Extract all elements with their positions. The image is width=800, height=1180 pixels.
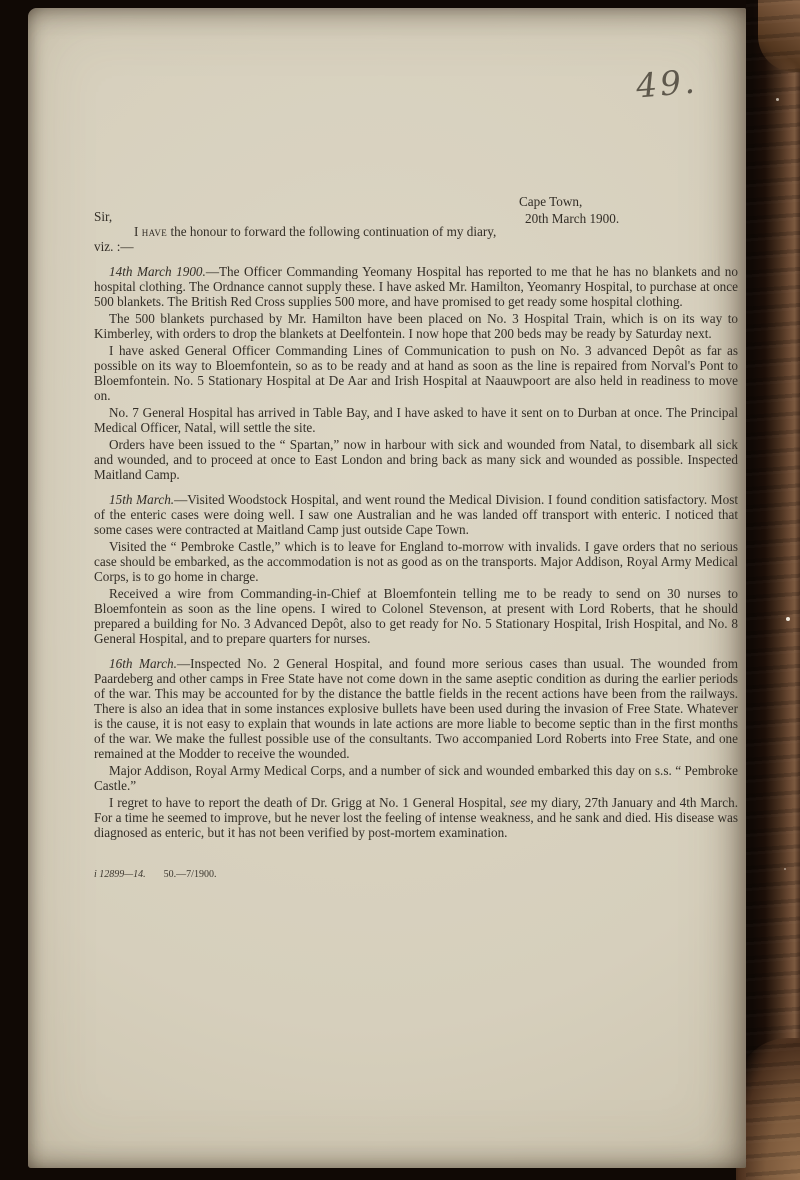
imprint-reference: i 12899—14.	[94, 869, 146, 880]
printer-imprint	[94, 867, 738, 882]
paragraph-dr-grigg	[94, 795, 738, 840]
text-segment: No. 7 General Hospital has arrived in Table Bay, and I have asked to have it sent on to Durban at once. The Principal Medical Officer, Natal, will settle the site.	[94, 405, 738, 435]
text-segment: the honour to forward the following continuation of my diary,	[167, 224, 497, 239]
dust-speck	[776, 98, 779, 101]
text-segment: 15th March.	[109, 492, 175, 507]
text-segment: 14th March 1900.	[109, 264, 206, 279]
text-segment: viz. :—	[94, 239, 134, 254]
document-page	[28, 8, 746, 1168]
text-segment: Orders have been issued to the “ Spartan,” now in harbour with sick and wounded from Natal, to disembark all sick and wounded, and to proceed at once to East London and bring back as many sick and wounded as possible. Inspected Maitland Camp.	[94, 437, 738, 482]
text-segment: see	[510, 795, 527, 810]
dust-speck	[786, 617, 790, 621]
paragraph-addison-embarked	[94, 763, 738, 793]
text-segment: my diary, 27th January and 4th March. For a time he seemed to improve, but he never lost the feeling of intense weakness, and he sank and died. His disease was diagnosed as enteric, but it has not been verified by post-mortem examination.	[94, 795, 739, 840]
salutation-row	[94, 209, 738, 224]
paragraph-advanced-depot	[94, 343, 738, 403]
intro-line-1	[94, 224, 738, 239]
text-segment: —The Officer Commanding Yeomany Hospital has reported to me that he has no blankets and no hospital clothing. The Ordnance cannot supply these. I have asked Mr. Hamilton, Yeomanry Hospital, to purchase at once 500 blankets. The British Red Cross supplies 500 more, and have promised to get ready some hospital clothing.	[94, 264, 738, 309]
entry-16-march	[94, 656, 738, 761]
paragraph-wire-bloemfontein	[94, 586, 738, 646]
text-segment: I regret to have to report the death of Dr. Grigg at No. 1 General Hospital,	[109, 795, 511, 810]
binding-top-corner	[758, 0, 800, 72]
text-segment: I	[134, 224, 142, 239]
letter-body	[94, 194, 738, 882]
salutation: Sir,	[94, 209, 113, 224]
imprint-print-code: 50.—7/1900.	[163, 869, 217, 880]
handwritten-page-number: 49.	[634, 61, 700, 106]
text-segment: Visited the “ Pembroke Castle,” which is to leave for England to-morrow with invalids. I gave orders that no serious case should be embarked, as the accommodation is not as good as on the transports. Major Addison, Royal Army Medical Corps, is to go home in charge.	[94, 539, 738, 584]
text-segment: 16th March.	[109, 656, 177, 671]
book-binding-edge	[746, 0, 800, 1180]
letter-heading	[94, 194, 738, 224]
dust-speck	[784, 868, 786, 870]
dateline-place: Cape Town,	[519, 194, 583, 209]
paragraph-no7-hospital	[94, 405, 738, 435]
entry-15-march	[94, 492, 738, 537]
text-segment: The 500 blankets purchased by Mr. Hamilton have been placed on No. 3 Hospital Train, which is on its way to Kimberley, with orders to drop the blankets at Deelfontein. I now hope that 200 beds may be ready by Saturday next.	[94, 311, 738, 341]
text-segment: I have asked General Officer Commanding Lines of Communication to push on No. 3 advanced Depôt as far as possible on its way to Bloemfontein, so as to be ready and at hand as soon as the line is repaired from Norval's Pont to Bloemfontein. No. 5 Stationary Hospital at De Aar and Irish Hospital at Naauwpoort are also held in readiness to move on.	[94, 343, 738, 403]
text-segment: Received a wire from Commanding-in-Chief at Bloemfontein telling me to be ready to send on 30 nurses to Bloemfontein as soon as the line opens. I wired to Colonel Stevenson, at present with Lord Roberts, that he should prepared a building for No. 3 Advanced Depôt, also to get ready for No. 5 Stationary Hospital, Irish Hospital, and No. 8 General Hospital, and to prepare quarters for nurses.	[94, 586, 738, 646]
intro-line-2	[94, 239, 738, 254]
text-segment: Major Addison, Royal Army Medical Corps, and a number of sick and wounded embarked this day on s.s. “ Pembroke Castle.”	[94, 763, 738, 793]
text-segment: —Inspected No. 2 General Hospital, and found more serious cases than usual. The wounded from Paardeberg and other camps in Free State have not come down in the same aseptic condition as during the earlier periods of the war. This may be accounted for by the distance the battle fields in the recent actions have been from the railways. There is also an idea that in some instances explosive bullets have been used during the invasion of Free State. Whatever is the cause, it is not easy to explain that wounds in late actions are more liable to become septic than in the first months of the war. We make the fullest possible use of the consultants. Two accompanied Lord Roberts into Free State, and one remained at the Modder to receive the wounded.	[94, 656, 738, 761]
paragraph-pembroke-castle	[94, 539, 738, 584]
entry-14-march	[94, 264, 738, 309]
diary-body	[94, 224, 738, 840]
dateline-date: 20th March 1900.	[525, 211, 620, 226]
text-segment: —Visited Woodstock Hospital, and went round the Medical Division. I found condition satisfactory. Most of the enteric cases were doing well. I saw one Australian and he was landed off transport with enteric. I noticed that some cases were contracted at Maitland Camp just outside Cape Town.	[94, 492, 738, 537]
text-segment: have	[141, 224, 168, 239]
paragraph-blankets-train	[94, 311, 738, 341]
paragraph-spartan-orders	[94, 437, 738, 482]
